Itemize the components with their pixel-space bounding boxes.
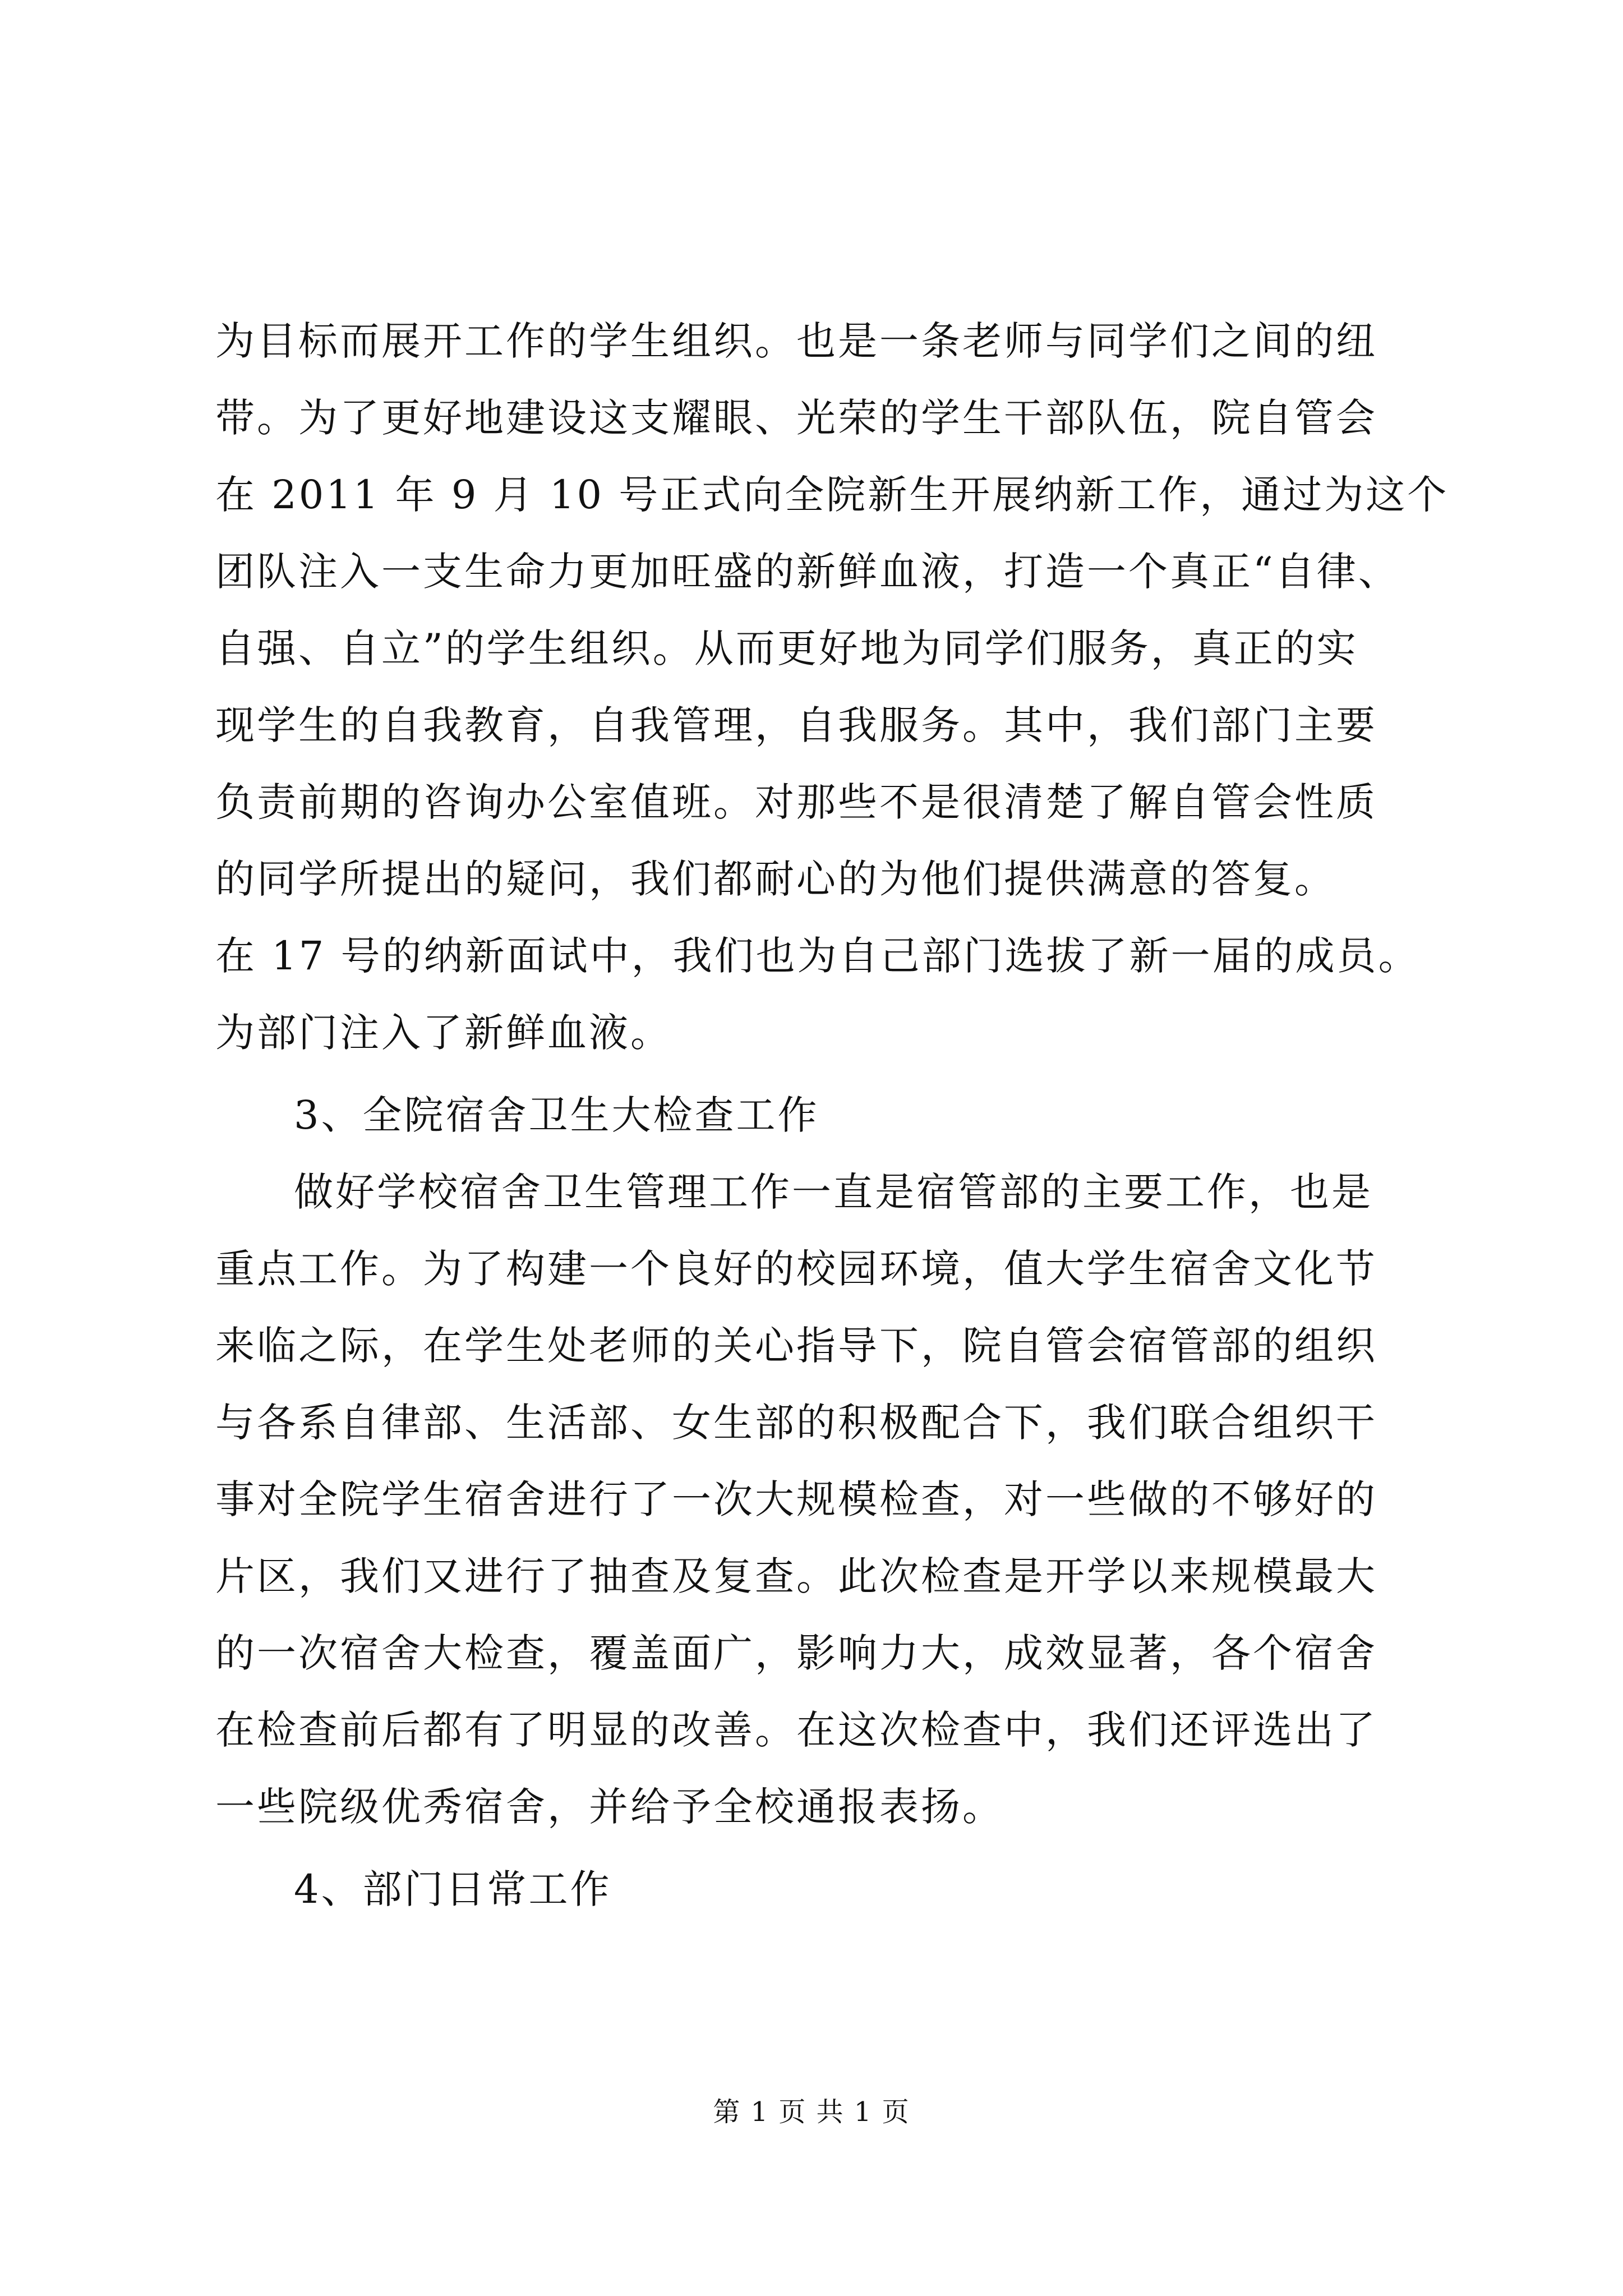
text-line: 在检查前后都有了明显的改善。在这次检查中，我们还评选出了 — [215, 1707, 1377, 1753]
text-line: 在 17 号的纳新面试中，我们也为自己部门选拔了新一届的成员。 — [215, 933, 1420, 979]
text-line: 为目标而展开工作的学生组织。也是一条老师与同学们之间的纽 — [215, 318, 1377, 364]
text-line: 负责前期的咨询办公室值班。对那些不是很清楚了解自管会性质 — [215, 779, 1377, 825]
text-line: 事对全院学生宿舍进行了一次大规模检查，对一些做的不够好的 — [215, 1476, 1377, 1522]
text-line: 在 2011 年 9 月 10 号正式向全院新生开展纳新工作，通过为这个 — [215, 472, 1449, 518]
text-line: 片区，我们又进行了抽查及复查。此次检查是开学以来规模最大 — [215, 1553, 1377, 1599]
page-footer: 第 1 页 共 1 页 — [713, 2096, 910, 2128]
text-line: 与各系自律部、生活部、女生部的积极配合下，我们联合组织干 — [215, 1400, 1377, 1446]
text-line: 的一次宿舍大检查，覆盖面广，影响力大，成效显著，各个宿舍 — [215, 1630, 1377, 1676]
section-heading-4: 4、部门日常工作 — [294, 1866, 612, 1912]
text-line: 自强、自立”的学生组织。从而更好地为同学们服务，真正的实 — [215, 625, 1358, 671]
document-body — [215, 303, 1449, 1928]
text-line: 重点工作。为了构建一个良好的校园环境，值大学生宿舍文化节 — [215, 1246, 1377, 1292]
text-line: 的同学所提出的疑问，我们都耐心的为他们提供满意的答复。 — [215, 856, 1336, 902]
text-line: 带。为了更好地建设这支耀眼、光荣的学生干部队伍，院自管会 — [215, 395, 1377, 441]
text-line: 一些院级优秀宿舍，并给予全校通报表扬。 — [215, 1784, 1004, 1830]
paragraph-recruitment — [215, 303, 1449, 1071]
text-line: 现学生的自我教育，自我管理，自我服务。其中，我们部门主要 — [215, 702, 1377, 748]
text-line: 做好学校宿舍卫生管理工作一直是宿管部的主要工作，也是 — [294, 1169, 1373, 1215]
section-heading-3: 3、全院宿舍卫生大检查工作 — [294, 1092, 819, 1138]
paragraph-dorm-inspection — [215, 1154, 1444, 1846]
text-line: 为部门注入了新鲜血液。 — [215, 1010, 672, 1056]
text-line: 来临之际，在学生处老师的关心指导下，院自管会宿管部的组织 — [215, 1323, 1377, 1369]
text-line: 团队注入一支生命力更加旺盛的新鲜血液，打造一个真正“自律、 — [215, 549, 1400, 595]
